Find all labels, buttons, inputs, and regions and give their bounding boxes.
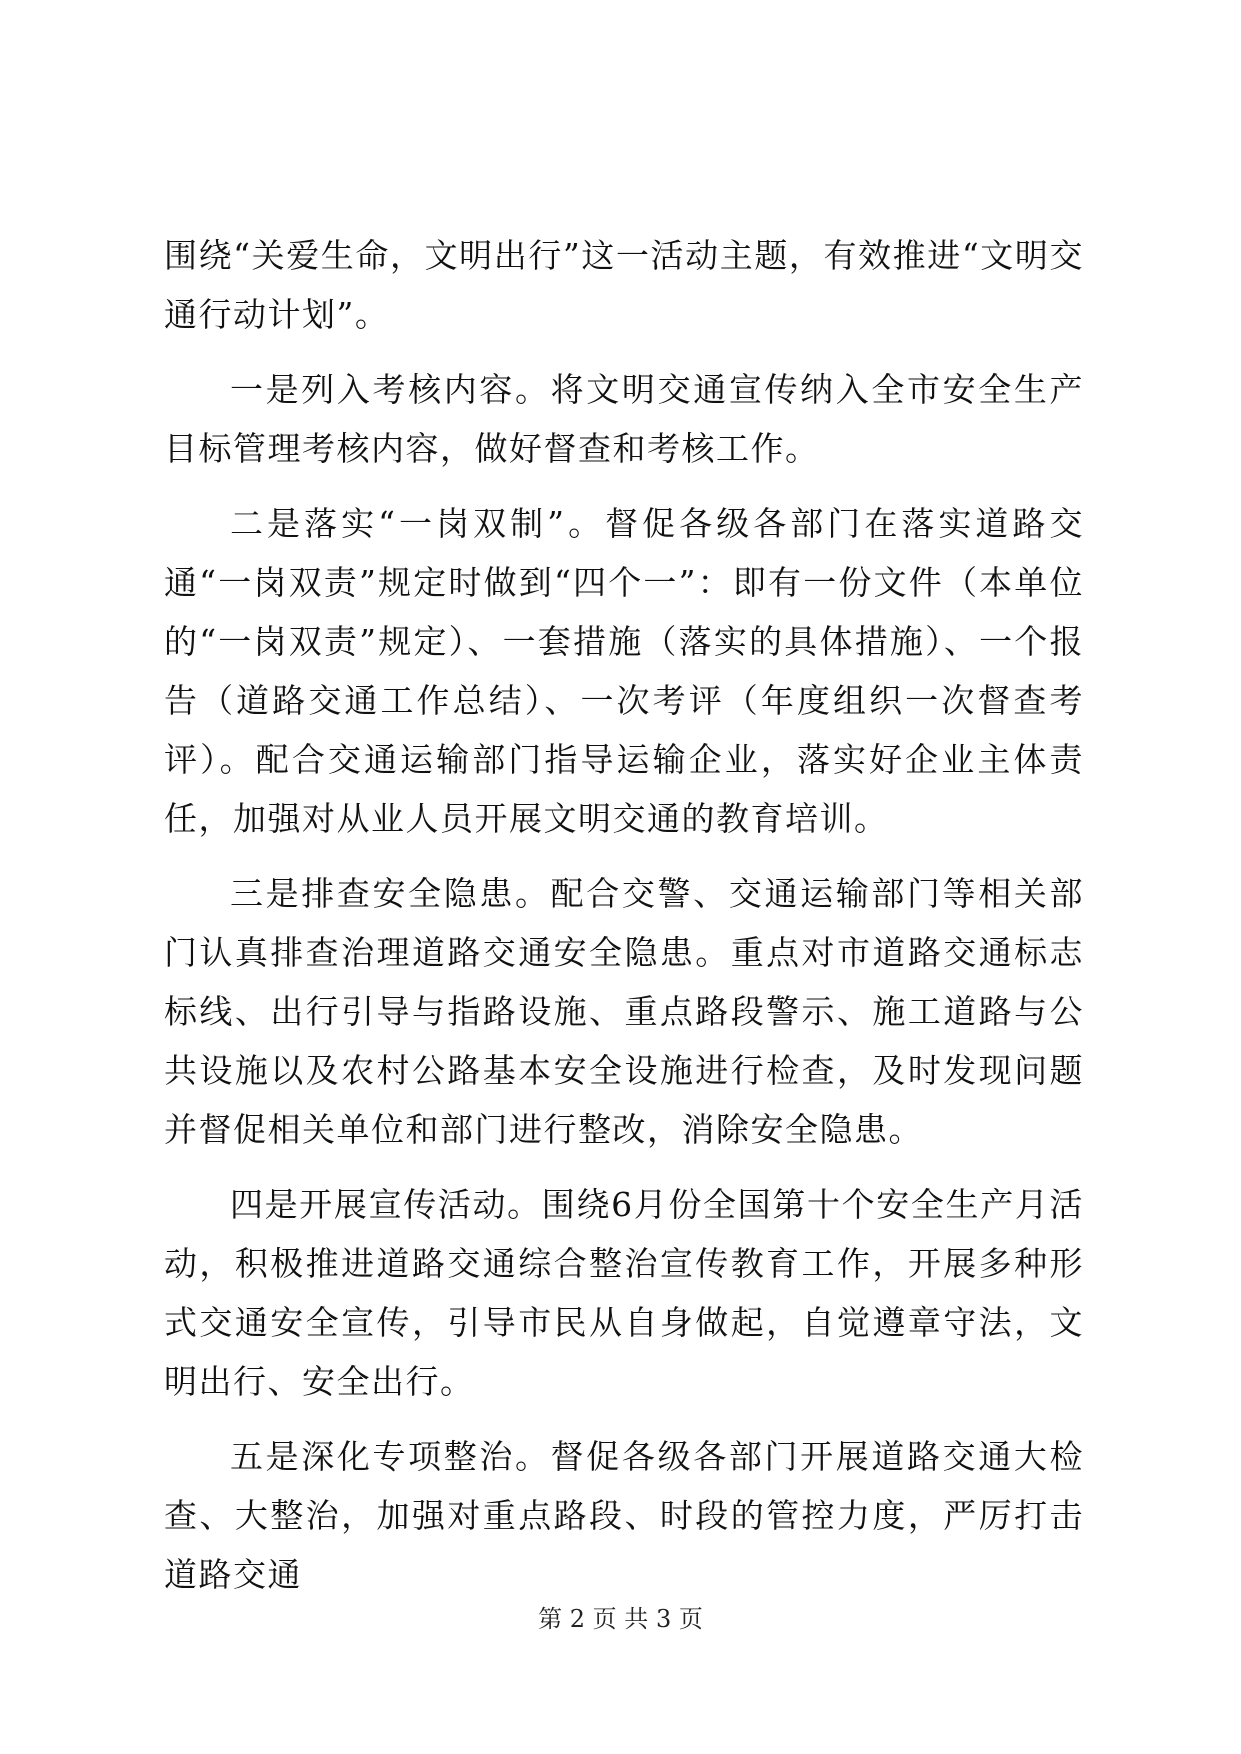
document-body [164,226,1084,1620]
paragraph-item-5: 五是深化专项整治。督促各级各部门开展道路交通大检查、大整治，加强对重点路段、时段的管控力度，严厉打击道路交通 [164,1437,1084,1594]
page-number-footer: 第 2 页 共 3 页 [538,1605,703,1633]
paragraph-intro: 围绕“关爱生命，文明出行”这一活动主题，有效推进“文明交通行动计划”。 [164,236,1084,334]
paragraph-item-3: 三是排查安全隐患。配合交警、交通运输部门等相关部门认真排查治理道路交通安全隐患。重点对市道路交通标志标线、出行引导与指路设施、重点路段警示、施工道路与公共设施以及农村公路基本安全设施进行检查，及时发现问题并督促相关单位和部门进行整改，消除安全隐患。 [164,874,1084,1149]
paragraph-item-2: 二是落实“一岗双制”。督促各级各部门在落实道路交通“一岗双责”规定时做到“四个一”：即有一份文件（本单位的“一岗双责”规定）、一套措施（落实的具体措施）、一个报告（道路交通工作总结）、一次考评（年度组织一次督查考评）。配合交通运输部门指导运输企业，落实好企业主体责任，加强对从业人员开展文明交通的教育培训。 [164,504,1084,838]
paragraph-item-4: 四是开展宣传活动。围绕6月份全国第十个安全生产月活动，积极推进道路交通综合整治宣传教育工作，开展多种形式交通安全宣传，引导市民从自身做起，自觉遵章守法，文明出行、安全出行。 [164,1185,1084,1401]
paragraph-item-1: 一是列入考核内容。将文明交通宣传纳入全市安全生产目标管理考核内容，做好督查和考核工作。 [164,370,1084,468]
